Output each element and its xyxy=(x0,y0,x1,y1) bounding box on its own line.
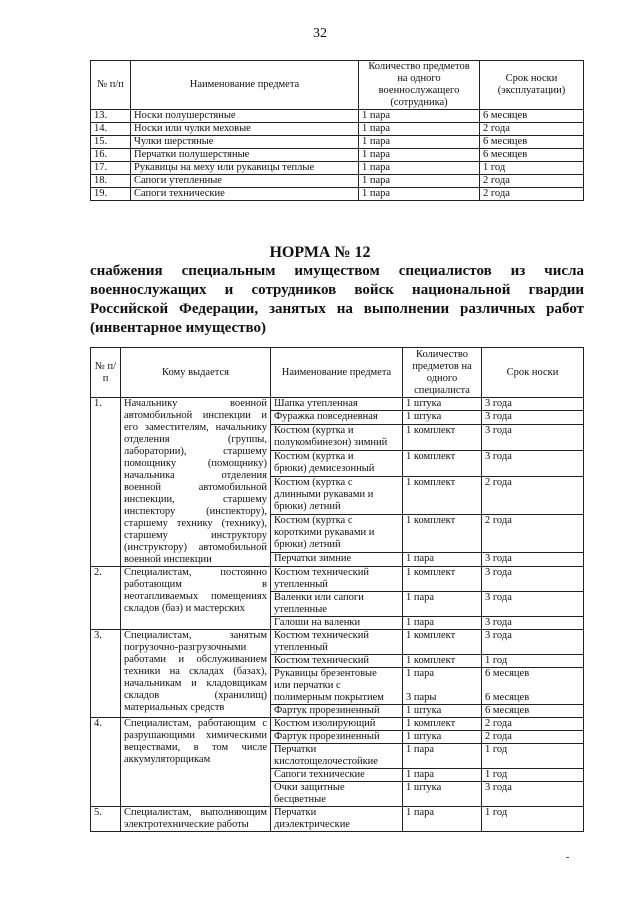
item-name xyxy=(271,515,403,553)
recipient-line: старшему инструктору xyxy=(124,530,267,541)
item-quantity-line: 1 штука xyxy=(406,731,442,742)
item-name-line: Фартук прорезиненный xyxy=(274,731,380,742)
item-name xyxy=(271,769,403,782)
item-quantity-line: 1 комплект xyxy=(406,450,456,462)
item-name-line: брюки) демисезонный xyxy=(274,462,375,474)
row-number: 3. xyxy=(91,630,121,718)
item-quantity xyxy=(403,731,482,744)
item-name-line: брюки) летний xyxy=(274,500,341,512)
item-quantity xyxy=(403,630,482,655)
item-name-line: Сапоги технические xyxy=(274,769,365,780)
table-row xyxy=(91,149,584,162)
norm-subtitle-line: (инвентарное имущество) xyxy=(90,320,267,336)
recipient-line: старшему технику (технику), xyxy=(124,518,267,529)
item-term xyxy=(482,718,584,731)
item-term xyxy=(482,807,584,832)
item-term xyxy=(482,411,584,424)
item-term-line: 1 год xyxy=(485,807,508,818)
item-term-line: 3 года xyxy=(485,617,512,628)
header-quantity: Количество предметов на одного военнослужащего (сотрудника) xyxy=(359,61,480,110)
item-quantity: 1 пара xyxy=(359,136,480,149)
item-name xyxy=(271,553,403,567)
table-row xyxy=(91,136,584,149)
item-name-line: Костюм (куртка и xyxy=(274,424,354,436)
recipient-line: Специалистам, работающим с xyxy=(124,718,267,729)
item-term-line: 2 года xyxy=(485,718,512,729)
item-term xyxy=(482,592,584,617)
item-term-line: 3 года xyxy=(485,450,512,462)
item-quantity-line: 1 комплект xyxy=(406,630,456,641)
item-term-line: 3 года xyxy=(485,592,512,603)
item-name xyxy=(271,411,403,424)
item-quantity xyxy=(403,592,482,617)
item-name: Чулки шерстяные xyxy=(131,136,359,149)
recipient-line: помощнику (помощнику) xyxy=(124,458,267,469)
recipient-line: работающим в xyxy=(124,579,267,590)
recipient-line: начальникам и кладовщикам xyxy=(124,678,267,689)
item-name xyxy=(271,705,403,718)
table-row xyxy=(91,630,584,655)
recipient-cell xyxy=(121,398,271,567)
item-term-line: 1 год xyxy=(485,769,508,780)
item-term-line: 2 года xyxy=(485,476,512,488)
recipient-line: неотапливаемых помещениях xyxy=(124,591,267,602)
item-quantity xyxy=(403,807,482,832)
recipient-line: веществами, в том числе xyxy=(124,742,267,753)
row-number: 16. xyxy=(91,149,131,162)
table-row xyxy=(91,807,584,832)
header-term: Срок носки (эксплуатации) xyxy=(480,61,584,110)
item-term xyxy=(482,668,584,705)
item-name xyxy=(271,617,403,630)
item-term: 6 месяцев xyxy=(480,149,584,162)
item-name-line: Костюм технический xyxy=(274,655,370,666)
item-term xyxy=(482,655,584,668)
recipient-line: его заместителям, начальнику xyxy=(124,422,267,433)
item-term xyxy=(482,424,584,450)
item-quantity-line: 3 пары xyxy=(406,692,437,703)
item-term-line: 6 месяцев xyxy=(485,705,530,716)
item-quantity xyxy=(403,718,482,731)
header-number: № п/п xyxy=(91,348,121,398)
item-quantity-line: 1 комплект xyxy=(406,515,456,527)
item-term xyxy=(482,769,584,782)
item-quantity xyxy=(403,668,482,705)
item-name-line: короткими рукавами и xyxy=(274,527,375,539)
item-quantity-line: 1 пара xyxy=(406,807,435,818)
table-row xyxy=(91,110,584,123)
recipient-line: Специалистам, постоянно xyxy=(124,567,267,578)
item-quantity xyxy=(403,411,482,424)
row-number: 15. xyxy=(91,136,131,149)
table-row xyxy=(91,123,584,136)
item-term xyxy=(482,782,584,807)
item-term: 2 года xyxy=(480,188,584,201)
item-name-line: Костюм изолирующий xyxy=(274,718,376,729)
item-quantity: 1 пара xyxy=(359,149,480,162)
norm-subtitle-line: Российской Федерации, занятых на выполнении различных работ xyxy=(90,301,584,317)
item-name-line: длинными рукавами и xyxy=(274,488,374,500)
recipient-line: автомобильной инспекции и xyxy=(124,410,267,421)
item-name-line: Костюм технический xyxy=(274,567,370,578)
item-term xyxy=(482,744,584,769)
item-term-line: 3 года xyxy=(485,782,512,793)
item-term-line: 6 месяцев xyxy=(485,668,530,679)
norm-subtitle-line: военнослужащих и сотрудников войск национальной гвардии xyxy=(90,282,584,298)
item-quantity-line: 1 комплект xyxy=(406,718,456,729)
item-term xyxy=(482,731,584,744)
item-name-line: Костюм (куртка с xyxy=(274,515,353,527)
item-name-line: Фартук прорезиненный xyxy=(274,705,380,716)
table-row xyxy=(91,398,584,411)
footer-mark: - xyxy=(566,852,570,863)
item-term xyxy=(482,567,584,592)
item-quantity xyxy=(403,450,482,476)
item-quantity-line: 1 пара xyxy=(406,744,435,755)
item-quantity xyxy=(403,398,482,411)
recipient-line: разрушающими химическими xyxy=(124,730,267,741)
item-term xyxy=(482,450,584,476)
item-name-line: Костюм технический xyxy=(274,630,370,641)
row-number: 17. xyxy=(91,162,131,175)
item-term: 6 месяцев xyxy=(480,136,584,149)
header-item-name: Наименование предмета xyxy=(271,348,403,398)
norm-table xyxy=(90,347,584,832)
item-term: 1 год xyxy=(480,162,584,175)
recipient-line: Специалистам, выполняющим xyxy=(124,807,267,818)
item-term xyxy=(482,476,584,514)
item-name-line: Галоши на валенки xyxy=(274,617,361,628)
item-name-line: Валенки или сапоги xyxy=(274,592,364,603)
recipient-line: электротехнические работы xyxy=(124,819,249,830)
item-quantity xyxy=(403,424,482,450)
item-quantity xyxy=(403,567,482,592)
item-name xyxy=(271,782,403,807)
item-quantity: 1 пара xyxy=(359,188,480,201)
item-name xyxy=(271,718,403,731)
item-name xyxy=(271,668,403,705)
recipient-line: лаборатории), старшему xyxy=(124,446,267,457)
item-name-line: кислотощелочестойкие xyxy=(274,756,378,767)
norm-title: НОРМА № 12 xyxy=(269,244,371,261)
recipient-cell xyxy=(121,567,271,630)
item-name xyxy=(271,744,403,769)
item-quantity-line: 1 штука xyxy=(406,782,442,793)
recipient-line: техники на складах (базах), xyxy=(124,666,267,677)
item-name-line: Костюм (куртка и xyxy=(274,450,354,462)
header-number: № п/п xyxy=(91,61,131,110)
item-term: 2 года xyxy=(480,123,584,136)
recipient-line: инспекции, старшему xyxy=(124,494,267,505)
continuation-table xyxy=(90,60,584,201)
item-name-line: Очки защитные xyxy=(274,782,345,793)
item-quantity xyxy=(403,744,482,769)
item-quantity-line: 1 пара xyxy=(406,668,435,679)
recipient-cell xyxy=(121,630,271,718)
item-name xyxy=(271,567,403,592)
recipient-line: (инструктору) автомобильной xyxy=(124,542,267,553)
item-name: Рукавицы на меху или рукавицы теплые xyxy=(131,162,359,175)
item-quantity-line: 1 комплект xyxy=(406,567,456,578)
row-number: 4. xyxy=(91,718,121,807)
item-quantity-line: 1 пара xyxy=(406,592,435,603)
item-name xyxy=(271,398,403,411)
recipient-line: Начальнику военной xyxy=(124,398,267,409)
item-term xyxy=(482,553,584,567)
item-quantity-line xyxy=(406,680,478,692)
row-number: 1. xyxy=(91,398,121,567)
table-row xyxy=(91,188,584,201)
item-name xyxy=(271,807,403,832)
item-quantity-line: 1 штука xyxy=(406,398,442,409)
item-name: Носки полушерстяные xyxy=(131,110,359,123)
recipient-line: военной автомобильной xyxy=(124,482,267,493)
item-name: Перчатки полушерстяные xyxy=(131,149,359,162)
header-recipient: Кому выдается xyxy=(121,348,271,398)
recipient-cell xyxy=(121,718,271,807)
item-name-line: Рукавицы брезентовые xyxy=(274,668,377,679)
norm-subtitle-line: снабжения специальным имуществом специалистов из числа xyxy=(90,263,584,279)
item-quantity: 1 пара xyxy=(359,123,480,136)
item-name xyxy=(271,424,403,450)
item-term-line: 1 год xyxy=(485,655,508,666)
row-number: 14. xyxy=(91,123,131,136)
item-name-line: утепленный xyxy=(274,579,328,590)
header-item-name: Наименование предмета xyxy=(131,61,359,110)
item-quantity-line: 1 комплект xyxy=(406,476,456,488)
item-quantity-line: 1 пара xyxy=(406,617,435,628)
item-quantity: 1 пара xyxy=(359,175,480,188)
table-row xyxy=(91,567,584,592)
item-name: Сапоги технические xyxy=(131,188,359,201)
item-name-line: полукомбинезон) зимний xyxy=(274,436,388,448)
item-quantity xyxy=(403,769,482,782)
item-name xyxy=(271,731,403,744)
item-quantity xyxy=(403,617,482,630)
item-quantity xyxy=(403,705,482,718)
item-name-line: Перчатки зимние xyxy=(274,553,352,565)
item-name xyxy=(271,655,403,668)
item-quantity-line: 1 штука xyxy=(406,411,442,423)
item-name xyxy=(271,592,403,617)
item-term-line xyxy=(485,680,580,692)
item-name-line: брюки) летний xyxy=(274,539,341,551)
item-name-line: утепленный xyxy=(274,642,328,653)
item-term xyxy=(482,630,584,655)
item-quantity xyxy=(403,655,482,668)
row-number: 2. xyxy=(91,567,121,630)
item-name-line: или перчатки с xyxy=(274,680,341,691)
recipient-cell xyxy=(121,807,271,832)
item-term-line: 2 года xyxy=(485,515,512,527)
item-name-line: Фуражка повседневная xyxy=(274,411,378,423)
item-name: Сапоги утепленные xyxy=(131,175,359,188)
item-term-line: 3 года xyxy=(485,398,512,409)
row-number: 5. xyxy=(91,807,121,832)
item-term-line: 3 года xyxy=(485,630,512,641)
item-quantity: 1 пара xyxy=(359,110,480,123)
item-name xyxy=(271,630,403,655)
item-quantity-line: 1 пара xyxy=(406,769,435,780)
item-term: 6 месяцев xyxy=(480,110,584,123)
item-term: 2 года xyxy=(480,175,584,188)
item-quantity xyxy=(403,553,482,567)
item-quantity-line: 1 штука xyxy=(406,705,442,716)
item-term-line: 1 год xyxy=(485,744,508,755)
recipient-line: отделения (группы, xyxy=(124,434,267,445)
norm-subtitle xyxy=(90,262,584,338)
table-row xyxy=(91,175,584,188)
item-term-line: 3 года xyxy=(485,553,512,565)
item-quantity-line: 1 комплект xyxy=(406,655,456,666)
item-term-line: 6 месяцев xyxy=(485,692,530,703)
item-name-line: Шапка утепленная xyxy=(274,398,358,409)
row-number: 19. xyxy=(91,188,131,201)
item-name-line: Перчатки xyxy=(274,744,317,755)
item-name: Носки или чулки меховые xyxy=(131,123,359,136)
recipient-line: аккумуляторщикам xyxy=(124,754,211,765)
item-term xyxy=(482,617,584,630)
item-quantity xyxy=(403,476,482,514)
recipient-line: погрузочно-разгрузочными xyxy=(124,642,247,653)
table-row xyxy=(91,718,584,731)
item-term-line: 3 года xyxy=(485,411,512,423)
header-term: Срок носки xyxy=(482,348,584,398)
item-name-line: диэлектрические xyxy=(274,819,350,830)
item-name xyxy=(271,450,403,476)
recipient-line: складов (хранилищ) xyxy=(124,690,267,701)
item-quantity-line: 1 комплект xyxy=(406,424,456,436)
item-name-line: полимерным покрытием xyxy=(274,692,384,703)
table-row xyxy=(91,162,584,175)
item-quantity: 1 пара xyxy=(359,162,480,175)
item-term-line: 3 года xyxy=(485,424,512,436)
item-term xyxy=(482,398,584,411)
recipient-line: складов (баз) и мастерских xyxy=(124,603,245,614)
item-name xyxy=(271,476,403,514)
recipient-line: начальника отделения xyxy=(124,470,267,481)
item-term xyxy=(482,515,584,553)
recipient-line: Специалистам, занятым xyxy=(124,630,267,641)
item-quantity xyxy=(403,515,482,553)
header-quantity: Количество предметов на одного специалиста xyxy=(403,348,482,398)
item-term xyxy=(482,705,584,718)
recipient-line: инспектору (инспектору), xyxy=(124,506,267,517)
item-quantity xyxy=(403,782,482,807)
item-name-line: Костюм (куртка с xyxy=(274,476,353,488)
page-number: 32 xyxy=(313,26,327,41)
recipient-line: работами и обслуживанием xyxy=(124,654,267,665)
item-quantity-line: 1 пара xyxy=(406,553,435,565)
recipient-line: материальных средств xyxy=(124,702,225,713)
recipient-line: военной инспекции xyxy=(124,554,212,565)
item-term-line: 3 года xyxy=(485,567,512,578)
item-name-line: Перчатки xyxy=(274,807,317,818)
row-number: 13. xyxy=(91,110,131,123)
row-number: 18. xyxy=(91,175,131,188)
item-name-line: бесцветные xyxy=(274,794,326,805)
item-term-line: 2 года xyxy=(485,731,512,742)
item-name-line: утепленные xyxy=(274,604,327,615)
